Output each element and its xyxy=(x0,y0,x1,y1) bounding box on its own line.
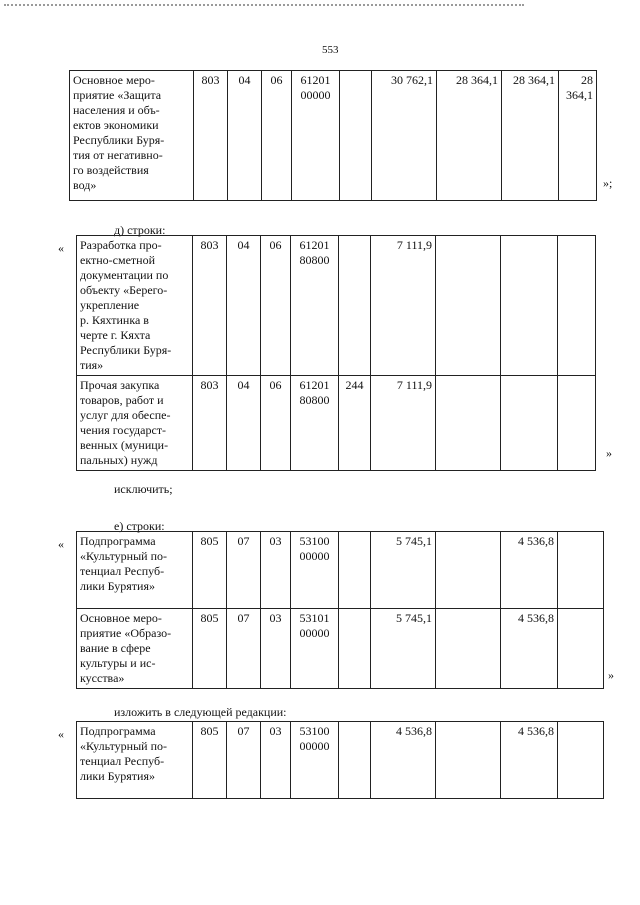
cell-code-target: 53100 00000 xyxy=(291,722,339,799)
cell-code-type xyxy=(339,236,371,376)
cell-code-subsection: 06 xyxy=(261,376,291,471)
table-new-version xyxy=(76,721,604,799)
cell-code-subsection: 03 xyxy=(261,532,291,609)
cell-code-target: 53101 00000 xyxy=(291,609,339,689)
cell-name: Подпрограмма «Культурный по- тенциал Респуб- лики Бурятия» xyxy=(77,532,193,609)
table-rows-to-edit xyxy=(76,531,604,689)
table-row xyxy=(77,376,596,471)
cell-code-target: 61201 00000 xyxy=(292,71,340,201)
table-row xyxy=(70,71,597,201)
cell-code-subsection: 03 xyxy=(261,722,291,799)
cell-value-3: 4 536,8 xyxy=(501,609,558,689)
cell-value-3: 28 364,1 xyxy=(502,71,559,201)
cell-code-ministry: 805 xyxy=(193,609,227,689)
cell-value-4 xyxy=(558,722,604,799)
end-quote-semicolon: »; xyxy=(603,176,613,190)
table-rows-to-delete xyxy=(76,235,596,471)
cell-code-type xyxy=(340,71,372,201)
cell-value-3: 4 536,8 xyxy=(501,532,558,609)
section-e-label: е) строки: xyxy=(114,519,165,533)
cell-value-1: 7 111,9 xyxy=(371,376,436,471)
cell-value-1: 5 745,1 xyxy=(371,609,436,689)
cell-value-4 xyxy=(558,532,604,609)
cell-name: Подпрограмма «Культурный по- тенциал Респуб- лики Бурятия» xyxy=(77,722,193,799)
edit-instruction: изложить в следующей редакции: xyxy=(114,705,287,719)
cell-value-3 xyxy=(501,376,558,471)
cell-value-3: 4 536,8 xyxy=(501,722,558,799)
cell-value-2 xyxy=(436,236,501,376)
open-quote: « xyxy=(58,727,64,741)
table-row xyxy=(77,722,604,799)
cell-name: Прочая закупка товаров, работ и услуг для обеспе- чения государст- венных (муници- пальных) нужд xyxy=(77,376,193,471)
cell-code-target: 61201 80800 xyxy=(291,236,339,376)
cell-code-ministry: 805 xyxy=(193,532,227,609)
scan-top-border xyxy=(4,4,524,6)
cell-value-3 xyxy=(501,236,558,376)
cell-code-type xyxy=(339,532,371,609)
cell-value-4 xyxy=(558,236,596,376)
cell-code-section: 07 xyxy=(227,532,261,609)
open-quote: « xyxy=(58,241,64,255)
cell-code-section: 04 xyxy=(228,71,262,201)
cell-code-target: 53100 00000 xyxy=(291,532,339,609)
cell-code-section: 07 xyxy=(227,609,261,689)
section-d-label: д) строки: xyxy=(114,223,166,237)
cell-code-type xyxy=(339,722,371,799)
cell-code-type: 244 xyxy=(339,376,371,471)
cell-value-2: 28 364,1 xyxy=(437,71,502,201)
cell-value-1: 7 111,9 xyxy=(371,236,436,376)
cell-code-ministry: 803 xyxy=(193,376,227,471)
open-quote: « xyxy=(58,537,64,551)
cell-code-ministry: 805 xyxy=(193,722,227,799)
cell-code-section: 04 xyxy=(227,236,261,376)
cell-value-1: 30 762,1 xyxy=(372,71,437,201)
cell-value-1: 5 745,1 xyxy=(371,532,436,609)
cell-code-subsection: 06 xyxy=(262,71,292,201)
cell-code-ministry: 803 xyxy=(194,71,228,201)
cell-value-2 xyxy=(436,376,501,471)
cell-value-2 xyxy=(436,609,501,689)
table-row xyxy=(77,609,604,689)
cell-code-type xyxy=(339,609,371,689)
cell-name: Разработка про- ектно-сметной документации по объекту «Берего- укрепление р. Кяхтинка в черте г. Кяхта Республики Буря- тия» xyxy=(77,236,193,376)
close-quote: » xyxy=(608,668,614,682)
close-quote: » xyxy=(606,446,612,460)
cell-code-ministry: 803 xyxy=(193,236,227,376)
cell-value-4 xyxy=(558,609,604,689)
cell-value-2 xyxy=(436,532,501,609)
cell-value-4: 28 364,1 xyxy=(559,71,597,201)
cell-code-subsection: 06 xyxy=(261,236,291,376)
page-number: 553 xyxy=(322,44,339,56)
table-row xyxy=(77,532,604,609)
cell-value-1: 4 536,8 xyxy=(371,722,436,799)
cell-value-2 xyxy=(436,722,501,799)
cell-code-subsection: 03 xyxy=(261,609,291,689)
cell-code-target: 61201 80800 xyxy=(291,376,339,471)
cell-code-section: 04 xyxy=(227,376,261,471)
cell-code-section: 07 xyxy=(227,722,261,799)
table-row xyxy=(77,236,596,376)
cell-name: Основное меро- приятие «Защита населения и объ- ектов экономики Республики Буря- тия от негативно- го воздействия вод» xyxy=(70,71,194,201)
table-main-event-protection xyxy=(69,70,597,201)
cell-value-4 xyxy=(558,376,596,471)
delete-instruction: исключить; xyxy=(114,482,173,496)
cell-name: Основное меро- приятие «Образо- вание в сфере культуры и ис- кусства» xyxy=(77,609,193,689)
